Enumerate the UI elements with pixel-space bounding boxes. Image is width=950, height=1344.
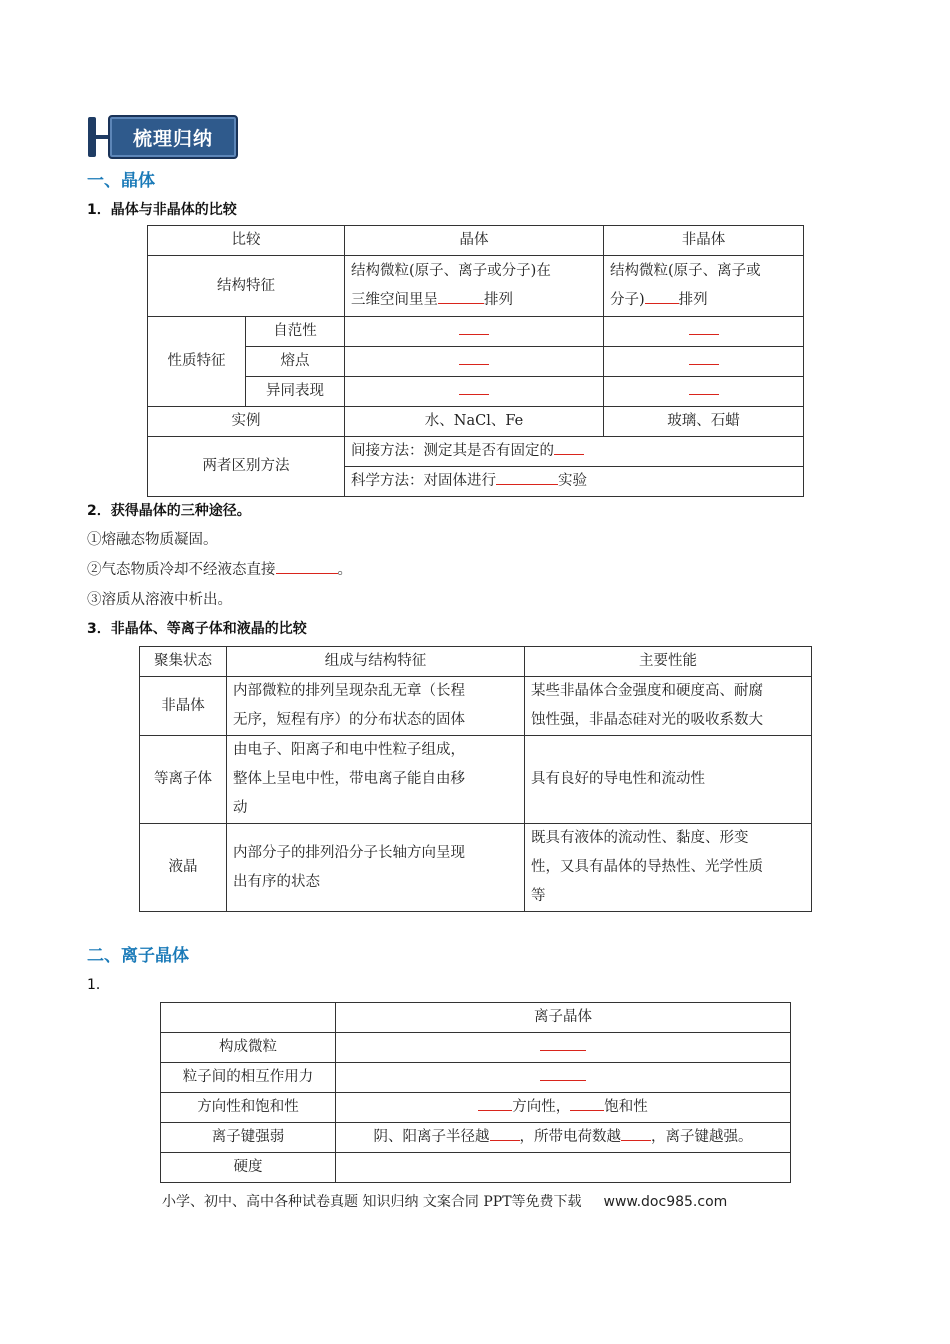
answer-blank[interactable] xyxy=(478,1096,512,1111)
structure-label: 结构特征 xyxy=(148,256,345,317)
state-cell: 等离子体 xyxy=(140,736,227,824)
example-amorphous: 玻璃、石蜡 xyxy=(604,407,804,437)
answer-blank[interactable] xyxy=(496,470,558,485)
answer-blank[interactable] xyxy=(570,1096,604,1111)
state-cell: 液晶 xyxy=(140,824,227,912)
header-crystal: 晶体 xyxy=(345,226,604,256)
property-cell: 具有良好的导电性和流动性 xyxy=(525,736,812,824)
anisotropy-label: 异同表现 xyxy=(246,377,345,407)
method-label: 两者区别方法 xyxy=(148,437,345,497)
answer-blank[interactable] xyxy=(689,380,719,395)
example-label: 实例 xyxy=(148,407,345,437)
section1-sub1: 1．晶体与非晶体的比较 xyxy=(87,202,237,218)
page-footer xyxy=(162,1191,727,1211)
footer-text: 小学、初中、高中各种试卷真题 知识归纳 文案合同 PPT等免费下载 xyxy=(162,1194,582,1210)
example-crystal: 水、NaCl、Fe xyxy=(345,407,604,437)
hardness-label: 硬度 xyxy=(161,1153,336,1183)
ionic-crystal-table xyxy=(160,1002,791,1183)
section1-sub2: 2．获得晶体的三种途径。 xyxy=(87,503,251,519)
header-structure: 组成与结构特征 xyxy=(227,647,525,677)
section2-num: 1． xyxy=(87,977,110,993)
particles-value xyxy=(336,1033,791,1063)
melting-point-crystal xyxy=(345,347,604,377)
answer-blank[interactable] xyxy=(540,1066,586,1081)
blank-header xyxy=(161,1003,336,1033)
way-2: ②气态物质冷却不经液态直接 。 xyxy=(87,558,352,579)
self-shape-crystal xyxy=(345,317,604,347)
answer-blank[interactable] xyxy=(438,289,484,304)
answer-blank[interactable] xyxy=(621,1126,651,1141)
self-shape-amorphous xyxy=(604,317,804,347)
state-compare-table xyxy=(139,646,812,912)
property-cell: 某些非晶体合金强度和硬度高、耐腐 蚀性强，非晶态硅对光的吸收系数大 xyxy=(525,677,812,736)
answer-blank[interactable] xyxy=(459,350,489,365)
force-label: 粒子间的相互作用力 xyxy=(161,1063,336,1093)
anisotropy-crystal xyxy=(345,377,604,407)
structure-cell: 由电子、阳离子和电中性粒子组成， 整体上呈电中性，带电离子能自由移 动 xyxy=(227,736,525,824)
section-badge xyxy=(88,115,238,159)
header-state: 聚集状态 xyxy=(140,647,227,677)
structure-cell: 内部分子的排列沿分子长轴方向呈现 出有序的状态 xyxy=(227,824,525,912)
method-science: 科学方法：对固体进行 实验 xyxy=(345,467,804,497)
strength-value: 阴、阳离子半径越 ，所带电荷数越 ，离子键越强。 xyxy=(336,1123,791,1153)
way-1: ①熔融态物质凝固。 xyxy=(87,532,218,548)
answer-blank[interactable] xyxy=(689,350,719,365)
property-label: 性质特征 xyxy=(148,317,246,407)
header-ionic: 离子晶体 xyxy=(336,1003,791,1033)
badge-bar xyxy=(88,117,96,157)
answer-blank[interactable] xyxy=(540,1036,586,1051)
footer-url[interactable]: www.doc985.com xyxy=(603,1194,728,1210)
direction-label: 方向性和饱和性 xyxy=(161,1093,336,1123)
melting-point-amorphous xyxy=(604,347,804,377)
anisotropy-amorphous xyxy=(604,377,804,407)
section1-title: 一、晶体 xyxy=(87,171,155,191)
header-property: 主要性能 xyxy=(525,647,812,677)
structure-amorphous-cell: 结构微粒(原子、离子或 分子) 排列 xyxy=(604,256,804,317)
answer-blank[interactable] xyxy=(276,559,338,574)
self-shape-label: 自范性 xyxy=(246,317,345,347)
hardness-value xyxy=(336,1153,791,1183)
melting-point-label: 熔点 xyxy=(246,347,345,377)
force-value xyxy=(336,1063,791,1093)
section1-sub3: 3．非晶体、等离子体和液晶的比较 xyxy=(87,621,307,637)
section2-title: 二、离子晶体 xyxy=(87,946,189,966)
structure-crystal-cell: 结构微粒(原子、离子或分子)在 三维空间里呈 排列 xyxy=(345,256,604,317)
answer-blank[interactable] xyxy=(490,1126,520,1141)
answer-blank[interactable] xyxy=(459,380,489,395)
answer-blank[interactable] xyxy=(554,440,584,455)
state-cell: 非晶体 xyxy=(140,677,227,736)
property-cell: 既具有液体的流动性、黏度、形变 性，又具有晶体的导热性、光学性质 等 xyxy=(525,824,812,912)
badge-box xyxy=(108,115,238,159)
direction-value: 方向性， 饱和性 xyxy=(336,1093,791,1123)
badge-title: 梳理归纳 xyxy=(132,128,213,150)
header-compare: 比较 xyxy=(148,226,345,256)
structure-cell: 内部微粒的排列呈现杂乱无章（长程 无序，短程有序）的分布状态的固体 xyxy=(227,677,525,736)
answer-blank[interactable] xyxy=(645,289,679,304)
way-3: ③溶质从溶液中析出。 xyxy=(87,592,232,608)
header-amorphous: 非晶体 xyxy=(604,226,804,256)
answer-blank[interactable] xyxy=(459,320,489,335)
strength-label: 离子键强弱 xyxy=(161,1123,336,1153)
particles-label: 构成微粒 xyxy=(161,1033,336,1063)
method-indirect: 间接方法：测定其是否有固定的 xyxy=(345,437,804,467)
answer-blank[interactable] xyxy=(689,320,719,335)
crystal-compare-table xyxy=(147,225,804,497)
